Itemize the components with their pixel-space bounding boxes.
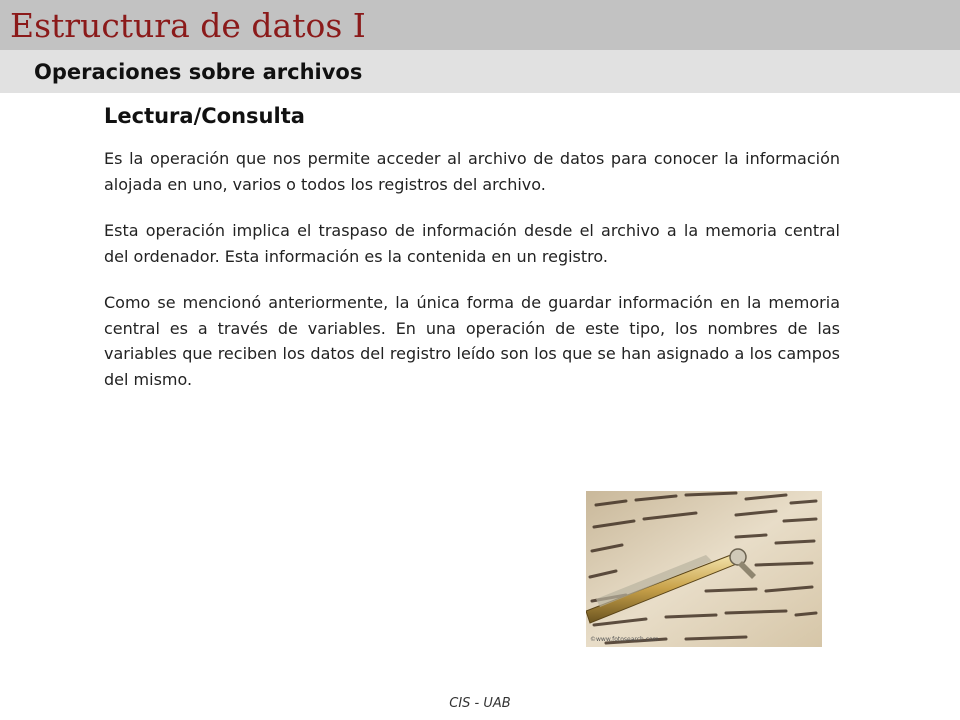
slide-subtitle: Operaciones sobre archivos — [34, 60, 363, 84]
slide-title: Estructura de datos I — [10, 6, 366, 45]
slide-content — [104, 100, 840, 413]
paragraph-1: Es la operación que nos permite acceder al archivo de datos para conocer la información alojada en uno, varios o todos los registros del archivo. — [104, 149, 840, 194]
paragraph-2: Esta operación implica el traspaso de información desde el archivo a la memoria central del ordenador. Esta información es la contenida en un registro. — [104, 221, 840, 266]
photo-watermark: ©www.fotosearch.com — [590, 636, 659, 643]
section-heading: Lectura/Consulta — [104, 104, 305, 128]
scroll-photo-illustration — [586, 491, 822, 647]
scroll-photo — [586, 491, 822, 647]
subtitle-bar — [0, 50, 960, 93]
footer: CIS - UAB — [449, 696, 511, 711]
title-bar — [0, 0, 960, 50]
paragraph-3: Como se mencionó anteriormente, la única forma de guardar información en la memoria central es a través de variables. En una operación de este tipo, los nombres de las variables que reciben los datos del registro leído son los que se han asignado a los campos del mismo. — [104, 293, 840, 389]
